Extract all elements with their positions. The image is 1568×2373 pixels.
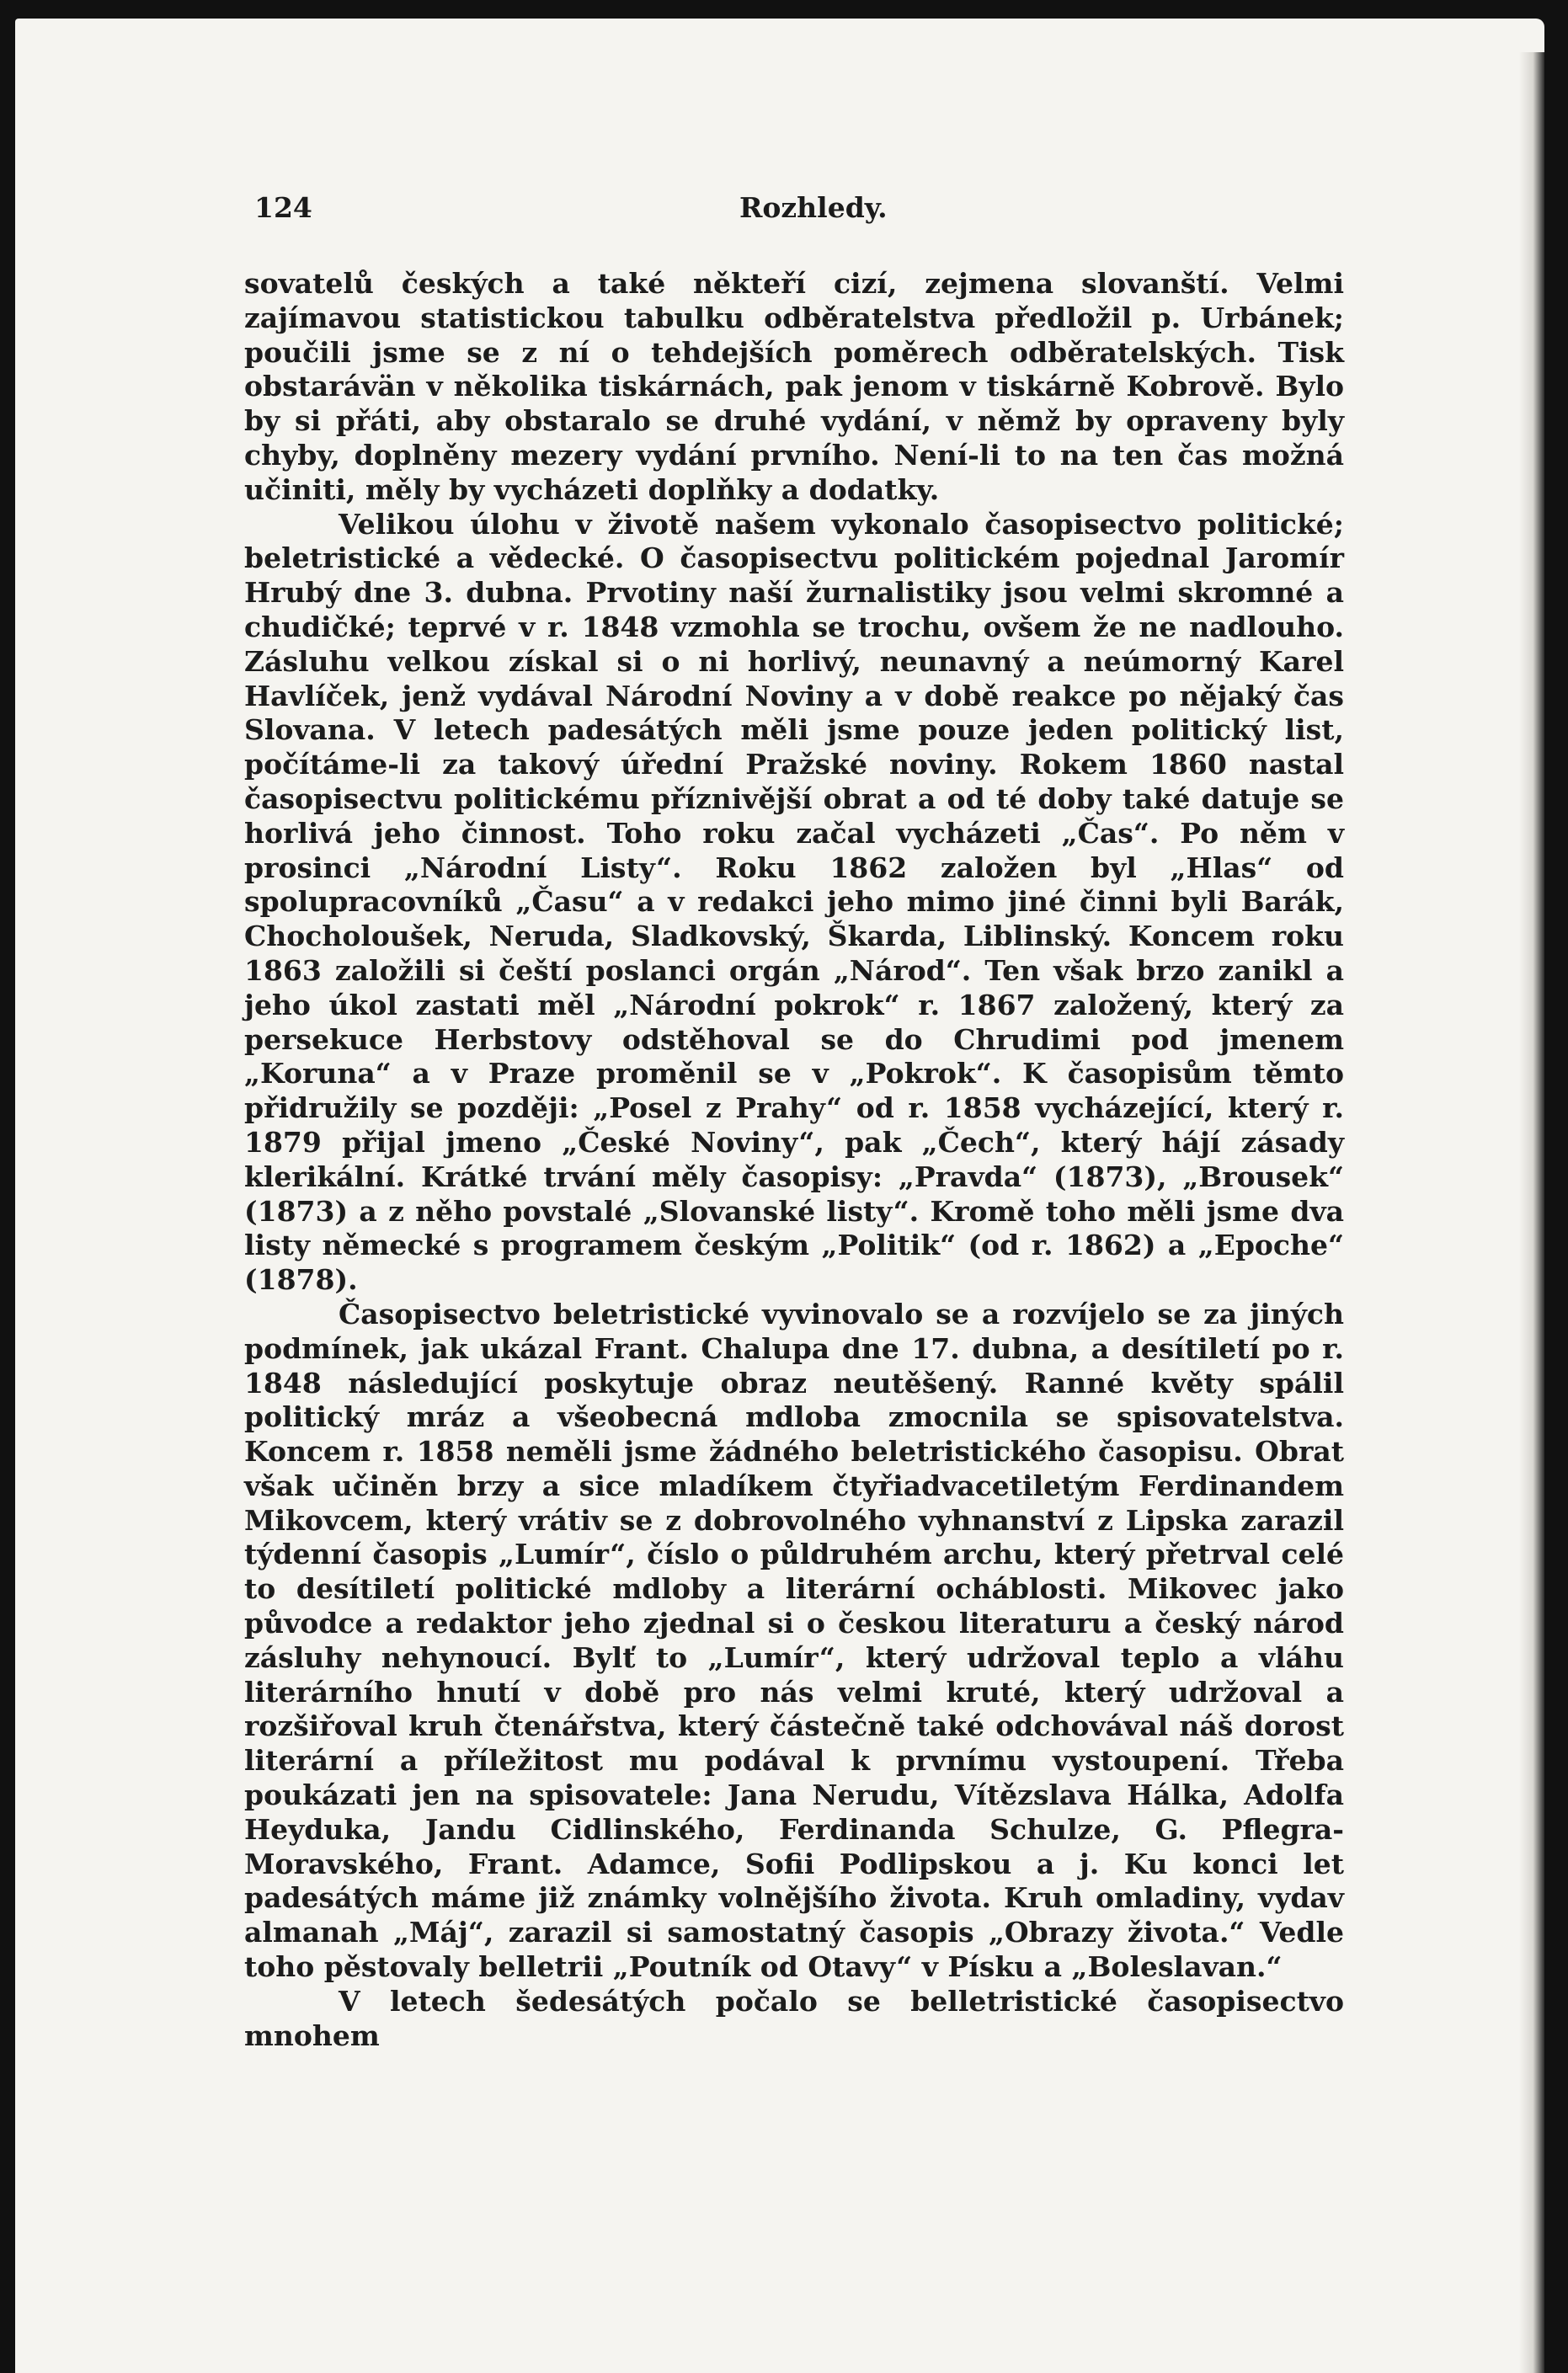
page-edge-shadow [1519, 52, 1544, 2373]
book-page [15, 19, 1544, 2373]
paragraph-continuation: sovatelů českých a také někteří cizí, zejmena slovanští. Velmi zajímavou statistickou tabulku odběratelstva předložil p. Urbánek; poučili jsme se z ní o tehdejších poměrech odběratelských. Tisk obstarávän v několika tiskárnách, pak jenom v tiskárně Kobrově. Bylo by si přáti, aby obstaralo se druhé vydání, v němž by opraveny byly chyby, doplněny mezery vydání prvního. Není-li to na ten čas možná učiniti, měly by vycházeti doplňky a dodatky. [244, 267, 1344, 506]
paragraph-political-press: Velikou úlohu v životě našem vykonalo časopisectvo politické; beletristické a vědecké. O časopisectvu politickém pojednal Jaromír Hrubý dne 3. dubna. Prvotiny naší žurnalistiky jsou velmi skromné a chudičké; teprvé v r. 1848 vzmohla se trochu, ovšem že ne nadlouho. Zásluhu velkou získal si o ni horlivý, neunavný a neúmorný Karel Havlíček, jenž vydával Národní Noviny a v době reakce po nějaký čas Slovana. V letech padesátých měli jsme pouze jeden politický list, počítáme-li za takový úřední Pražské noviny. Rokem 1860 nastal časopisectvu politickému příznivější obrat a od té doby také datuje se horlivá jeho činnost. Toho roku začal vycházeti „Čas“. Po něm v prosinci „Národní Listy“. Roku 1862 založen byl „Hlas“ od spolupracovníků „Času“ a v redakci jeho mimo jiné činni byli Barák, Chocholoušek, Neruda, Sladkovský, Škarda, Liblinský. Koncem roku 1863 založili si čeští poslanci orgán „Národ“. Ten však brzo zanikl a jeho úkol zastati měl „Národní pokrok“ r. 1867 založený, který za persekuce Herbstovy odstěhoval se do Chrudimi pod jmenem „Koruna“ a v Praze proměnil se v „Pokrok“. K časopisům těmto přidružily se později: „Posel z Prahy“ od r. 1858 vycházející, který r. 1879 přijal jmeno „České Noviny“, pak „Čech“, který hájí zásady klerikální. Krátké trvání měly časopisy: „Pravda“ (1873), „Brousek“ (1873) a z něho povstalé „Slovanské listy“. Kromě toho měli jsme dva listy německé s programem českým „Politik“ (od r. 1862) a „Epoche“ (1878). [244, 507, 1344, 1297]
page-header [15, 174, 1544, 233]
paragraph-belletristic-press: Časopisectvo beletristické vyvinovalo se a rozvíjelo se za jiných podmínek, jak ukázal Frant. Chalupa dne 17. dubna, a desítiletí po r. 1848 následující poskytuje obraz neutěšený. Ranné květy spálil politický mráz a všeobecná mdloba zmocnila se spisovatelstva. Koncem r. 1858 neměli jsme žádného beletristického časopisu. Obrat však učiněn brzy a sice mladíkem čtyřiadvacetiletým Ferdinandem Mikovcem, který vrátiv se z dobrovolného vyhnanství z Lipska zarazil týdenní časopis „Lumír“, číslo o půldruhém archu, který přetrval celé to desítiletí politické mdloby a literární ocháblosti. Mikovec jako původce a redaktor jeho zjednal si o českou literaturu a český národ zásluhy nehynoucí. Bylť to „Lumír“, který udržoval teplo a vláhu literárního hnutí v době pro nás velmi kruté, který udržoval a rozšiřoval kruh čtenářstva, který částečně také odchovával náš dorost literární a příležitost mu podával k prvnímu vystoupení. Třeba poukázati jen na spisovatele: Jana Nerudu, Vítězslava Hálka, Adolfa Heyduka, Jandu Cidlinského, Ferdinanda Schulze, G. Pflegra-Moravského, Frant. Adamce, Sofii Podlipskou a j. Ku konci let padesátých máme již známky volnějšího života. Kruh omladiny, vydav almanah „Máj“, zarazil si samostatný časopis „Obrazy života.“ Vedle toho pěstovaly belletrii „Poutník od Otavy“ v Písku a „Boleslavan.“ [244, 1297, 1344, 1984]
paragraph-sixties: V letech šedesátých počalo se belletristické časopisectvo mnohem [244, 1984, 1344, 2052]
body-text [244, 267, 1344, 2053]
page-number: 124 [254, 191, 312, 224]
running-title: Rozhledy. [739, 191, 888, 224]
